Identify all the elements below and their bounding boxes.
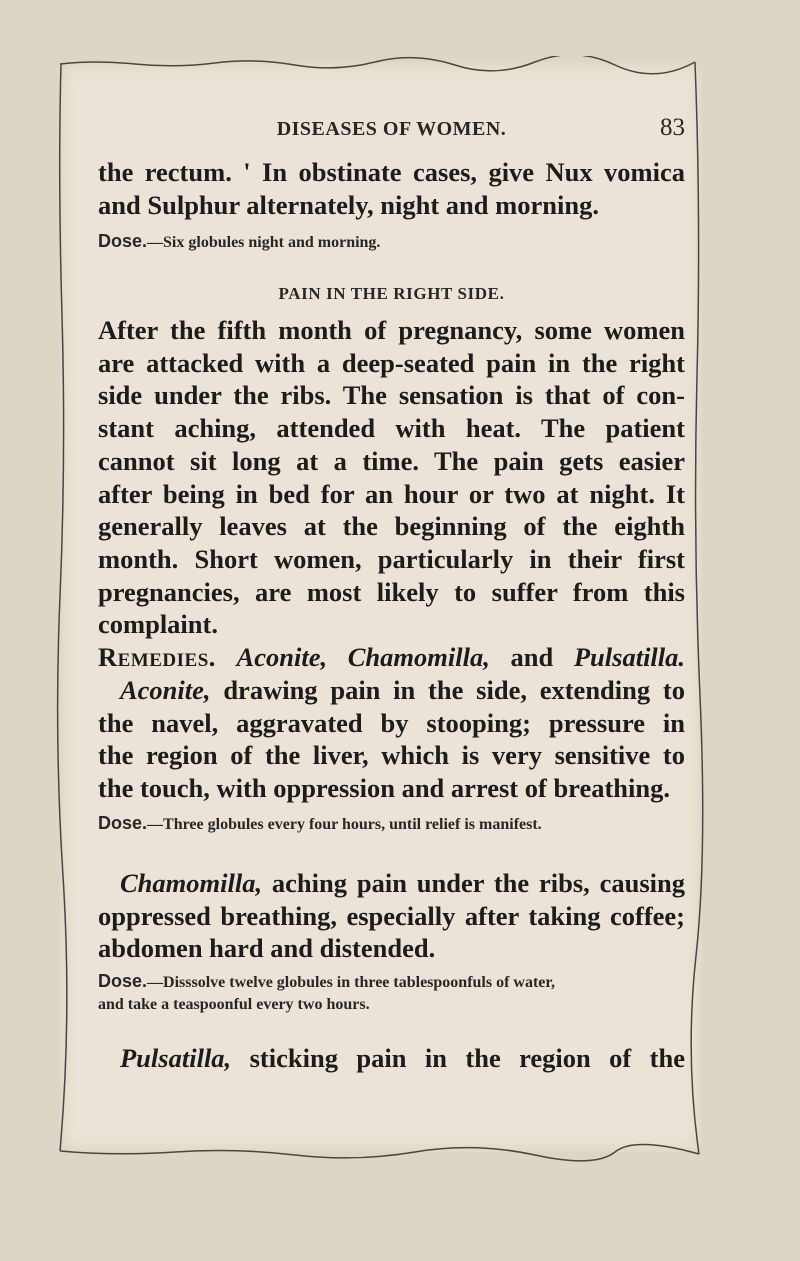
paragraph-description [98,314,685,641]
remedy-name: Aconite, [120,675,211,705]
dose-text: and take a teaspoonful every two hours. [98,996,370,1013]
section-title: PAIN IN THE RIGHT SIDE. [278,284,505,303]
text-line: cannot sit long at a time. The pain gets easier [98,445,685,476]
page-header [98,114,685,146]
text-line [98,641,685,674]
paragraph-intro [98,156,685,221]
page-number: 83 [660,114,685,141]
remedy-pulsatilla: Pulsatilla. [573,642,686,672]
remedy-desc: drawing pain in the side, extending to [210,675,685,705]
remedy-desc: aching pain under the ribs, causing [262,868,685,898]
text-line: after being in bed for an hour or two at night. It [98,478,685,509]
dose-text: —Three globules every four hours, until relief is manifest. [147,816,542,833]
text-line [98,1042,685,1075]
text-line: side under the ribs. The sensation is that of con- [98,380,685,411]
dose-text: —Six globules night and morning. [147,234,381,251]
text-line: and Sulphur alternately, night and morning. [98,189,599,220]
remedy-name: Pulsatilla, [120,1043,232,1073]
text-line: pregnancies, are most likely to suffer from this [98,576,685,607]
remedies-and: and [510,642,554,672]
remedy-chamomilla: Chamomilla, [347,642,490,672]
dose-label: Dose. [98,971,148,991]
text-line: the rectum. ' In obstinate cases, give Nux vomica [98,157,685,187]
remedy-aconite: Aconite, [236,642,328,672]
paragraph-pulsatilla [98,1042,685,1075]
running-head: DISEASES OF WOMEN. [276,118,507,140]
text-line: the region of the liver, which is very sensitive to [98,740,685,771]
text-line: abdomen hard and distended. [98,933,436,964]
dose-label: Dose. [98,231,148,251]
text-line: the touch, with oppression and arrest of breathing. [98,773,671,804]
text-line: After the fifth month of pregnancy, some women [98,315,685,345]
text-line: oppressed breathing, especially after taking coffee; [98,900,685,931]
paragraph-aconite [98,674,685,805]
remedies-line [98,641,685,674]
text-line: stant aching, attended with heat. The patient [98,413,685,444]
dose-note [98,812,685,836]
text-line: month. Short women, particularly in their first [98,543,685,574]
remedy-name: Chamomilla, [120,868,263,898]
text-line [98,674,685,707]
remedy-desc: sticking pain in the region of the [231,1043,685,1073]
dose-note [98,970,685,1016]
dose-label: Dose. [98,813,148,833]
dose-note [98,230,685,254]
text-line: are attacked with a deep-seated pain in the right [98,347,685,378]
text-line: the navel, aggravated by stooping; pressure in [98,707,685,738]
text-line: complaint. [98,609,218,640]
dose-text: —Disssolve twelve globules in three tablespoonfuls of water, [147,974,556,991]
text-line [98,867,685,900]
paragraph-chamomilla [98,867,685,965]
text-line: generally leaves at the beginning of the eighth [98,511,685,542]
remedies-label: Remedies. [98,642,216,672]
